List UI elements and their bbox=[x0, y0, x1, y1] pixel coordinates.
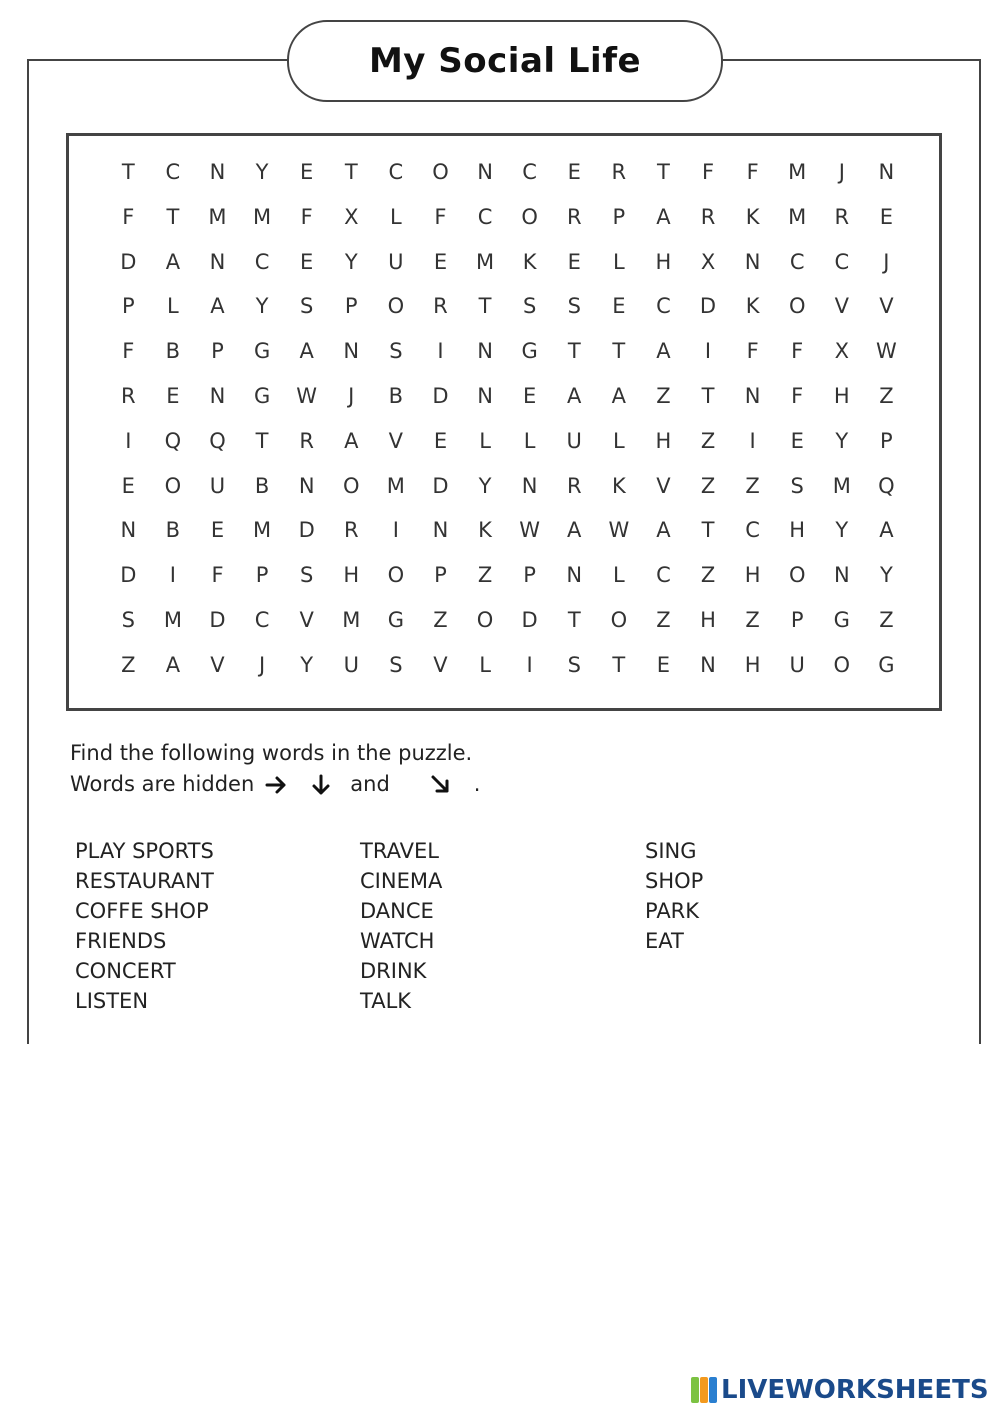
grid-cell: C bbox=[477, 204, 493, 229]
word-item: DRINK bbox=[360, 959, 427, 983]
grid-cell: I bbox=[169, 563, 176, 588]
grid-cell: H bbox=[655, 428, 672, 453]
grid-cell: M bbox=[788, 204, 807, 229]
grid-cell: V bbox=[299, 607, 314, 632]
word-item: CINEMA bbox=[360, 869, 443, 893]
word-item: EAT bbox=[645, 929, 684, 953]
grid-cell: V bbox=[879, 294, 894, 319]
grid-cell: G bbox=[387, 607, 404, 632]
grid-cell: T bbox=[657, 160, 670, 184]
grid-cell: M bbox=[342, 607, 361, 632]
grid-cell: O bbox=[387, 294, 405, 319]
grid-cell: O bbox=[610, 607, 628, 632]
grid-cell: V bbox=[388, 428, 404, 453]
word-item: SING bbox=[645, 839, 697, 863]
grid-cell: K bbox=[611, 473, 626, 498]
grid-cell: Y bbox=[879, 563, 893, 588]
word-item: TALK bbox=[360, 989, 412, 1013]
grid-cell: N bbox=[120, 518, 137, 543]
grid-cell: S bbox=[389, 652, 403, 677]
grid-cell: R bbox=[611, 160, 627, 184]
grid-cell: O bbox=[387, 563, 405, 588]
grid-cell: J bbox=[258, 652, 266, 677]
grid-cell: F bbox=[211, 563, 224, 588]
grid-cell: U bbox=[566, 428, 582, 453]
grid-cell: P bbox=[344, 294, 358, 319]
grid-cell: M bbox=[788, 160, 807, 184]
grid-cell: P bbox=[523, 563, 536, 588]
word-list-column-2 bbox=[360, 836, 442, 1016]
word-item: SHOP bbox=[645, 869, 704, 893]
grid-cell: Z bbox=[121, 652, 136, 677]
grid-cell: S bbox=[522, 294, 537, 319]
grid-cell: E bbox=[612, 294, 626, 319]
grid-cell: A bbox=[567, 383, 582, 408]
grid-cell: A bbox=[165, 249, 181, 274]
instruction-prefix: Words are hidden bbox=[70, 772, 255, 796]
instruction-line-2 bbox=[70, 769, 480, 800]
grid-cell: V bbox=[834, 294, 849, 319]
grid-cell: A bbox=[656, 339, 671, 364]
grid-cell: W bbox=[608, 518, 630, 543]
grid-cell: N bbox=[432, 518, 449, 543]
grid-cell: Y bbox=[835, 428, 849, 453]
grid-cell: E bbox=[433, 249, 448, 274]
grid-cell: D bbox=[432, 473, 449, 498]
grid-cell: E bbox=[523, 383, 537, 408]
grid-cell: U bbox=[343, 652, 359, 677]
grid-cell: F bbox=[791, 339, 804, 364]
grid-cell: C bbox=[745, 518, 760, 543]
grid-cell: C bbox=[656, 294, 671, 319]
grid-cell: T bbox=[344, 160, 358, 184]
grid-cell: Z bbox=[700, 473, 716, 498]
grid-cell: L bbox=[523, 428, 536, 453]
grid-cell: V bbox=[433, 652, 448, 677]
frame-left-border bbox=[27, 59, 29, 1044]
grid-cell: Y bbox=[344, 249, 358, 274]
word-item: WATCH bbox=[360, 929, 435, 953]
grid-cell: O bbox=[432, 160, 449, 184]
grid-cell: H bbox=[343, 563, 360, 588]
grid-cell: O bbox=[833, 652, 851, 677]
grid-cell: N bbox=[209, 383, 226, 408]
grid-cell: K bbox=[522, 249, 537, 274]
instructions bbox=[70, 738, 480, 800]
grid-cell: C bbox=[254, 607, 270, 632]
grid-cell: N bbox=[298, 473, 315, 498]
grid-cell: P bbox=[121, 294, 135, 319]
grid-cell: S bbox=[300, 563, 314, 588]
grid-cell: O bbox=[476, 607, 494, 632]
grid-cell: A bbox=[567, 518, 582, 543]
grid-cell: O bbox=[343, 473, 360, 498]
grid-cell: J bbox=[838, 160, 845, 184]
grid-cell: H bbox=[744, 652, 761, 677]
grid-cell: P bbox=[434, 563, 447, 588]
grid-cell: Z bbox=[879, 383, 894, 408]
grid-cell: S bbox=[567, 652, 581, 677]
word-item: RESTAURANT bbox=[75, 869, 214, 893]
grid-cell: Q bbox=[164, 428, 182, 453]
grid-cell: C bbox=[522, 160, 537, 184]
word-item: PARK bbox=[645, 899, 700, 923]
grid-cell: Z bbox=[656, 383, 671, 408]
grid-cell: O bbox=[788, 563, 806, 588]
instruction-end: . bbox=[473, 772, 481, 796]
grid-cell: D bbox=[432, 383, 449, 408]
page-title: My Social Life bbox=[287, 20, 723, 102]
grid-cell: A bbox=[611, 383, 627, 408]
frame-top-border-right bbox=[720, 59, 981, 61]
grid-cell: Y bbox=[255, 294, 269, 319]
grid-cell: E bbox=[567, 249, 581, 274]
grid-cell: I bbox=[526, 652, 533, 677]
grid-cell: K bbox=[745, 204, 760, 229]
grid-cell: D bbox=[298, 518, 315, 543]
grid-cell: R bbox=[121, 383, 136, 408]
grid-cell: P bbox=[790, 607, 804, 632]
grid-cell: H bbox=[789, 518, 806, 543]
brand-name: LIVEWORKSHEETS bbox=[721, 1375, 989, 1405]
grid-cell: R bbox=[834, 204, 850, 229]
grid-cell: N bbox=[878, 160, 895, 184]
grid-cell: Y bbox=[478, 473, 492, 498]
grid-cell: D bbox=[120, 563, 137, 588]
grid-cell: S bbox=[389, 339, 403, 364]
grid-cell: K bbox=[745, 294, 760, 319]
grid-cell: G bbox=[521, 339, 538, 364]
grid-cell: I bbox=[749, 428, 756, 453]
grid-cell: B bbox=[165, 518, 181, 543]
grid-cell: R bbox=[566, 204, 582, 229]
grid-cell: T bbox=[121, 160, 135, 184]
grid-cell: W bbox=[519, 518, 541, 543]
grid-cell: D bbox=[209, 607, 226, 632]
grid-cell: S bbox=[790, 473, 804, 498]
grid-cell: H bbox=[833, 383, 850, 408]
grid-cell: N bbox=[700, 652, 716, 677]
instruction-and: and bbox=[350, 772, 390, 796]
word-list-column-3 bbox=[645, 836, 703, 956]
grid-cell: F bbox=[122, 204, 135, 229]
grid-cell: K bbox=[478, 518, 492, 543]
grid-cell: L bbox=[479, 428, 491, 453]
grid-cell: N bbox=[209, 160, 226, 184]
grid-cell: Y bbox=[255, 160, 269, 184]
grid-cell: F bbox=[701, 160, 715, 184]
grid-cell: F bbox=[746, 339, 759, 364]
grid-cell: W bbox=[296, 383, 318, 408]
grid-cell: S bbox=[300, 294, 314, 319]
word-search-grid bbox=[106, 150, 909, 688]
grid-cell: M bbox=[253, 518, 272, 543]
grid-cell: E bbox=[210, 518, 225, 543]
grid-cell: A bbox=[879, 518, 894, 543]
grid-cell: Z bbox=[879, 607, 894, 632]
grid-cell: O bbox=[788, 294, 806, 319]
frame-top-border-left bbox=[27, 59, 289, 61]
grid-cell: Z bbox=[700, 428, 716, 453]
grid-cell: L bbox=[479, 652, 491, 677]
grid-cell: A bbox=[165, 652, 181, 677]
grid-cell: I bbox=[704, 339, 712, 364]
grid-cell: E bbox=[166, 383, 180, 408]
grid-cell: A bbox=[344, 428, 359, 453]
grid-cell: Z bbox=[745, 473, 760, 498]
grid-cell: A bbox=[210, 294, 225, 319]
grid-cell: C bbox=[388, 160, 404, 184]
grid-cell: M bbox=[832, 473, 851, 498]
grid-cell: P bbox=[211, 339, 224, 364]
grid-cell: T bbox=[567, 339, 581, 364]
grid-cell: X bbox=[834, 339, 849, 364]
grid-cell: J bbox=[348, 383, 355, 408]
grid-cell: G bbox=[878, 652, 895, 677]
grid-cell: R bbox=[299, 428, 314, 453]
grid-cell: U bbox=[388, 249, 404, 274]
grid-cell: E bbox=[300, 160, 314, 184]
grid-cell: C bbox=[656, 563, 671, 588]
grid-cell: D bbox=[120, 249, 137, 274]
grid-cell: R bbox=[433, 294, 448, 319]
grid-cell: T bbox=[612, 339, 626, 364]
liveworksheets-logo-icon bbox=[690, 1376, 718, 1404]
grid-cell: C bbox=[165, 160, 181, 184]
grid-cell: L bbox=[612, 249, 625, 274]
grid-cell: N bbox=[477, 339, 493, 364]
grid-cell: B bbox=[254, 473, 270, 498]
grid-cell: N bbox=[209, 249, 226, 274]
grid-cell: Q bbox=[209, 428, 226, 453]
grid-cell: S bbox=[567, 294, 581, 319]
word-item: COFFE SHOP bbox=[75, 899, 209, 923]
grid-cell: D bbox=[699, 294, 717, 319]
grid-cell: L bbox=[612, 563, 625, 588]
grid-cell: A bbox=[299, 339, 314, 364]
grid-cell: O bbox=[521, 204, 538, 229]
grid-cell: N bbox=[343, 339, 360, 364]
grid-cell: Y bbox=[300, 652, 314, 677]
grid-cell: I bbox=[437, 339, 444, 364]
grid-cell: E bbox=[300, 249, 314, 274]
grid-cell: T bbox=[612, 652, 626, 677]
grid-cell: T bbox=[567, 607, 581, 632]
grid-cell: L bbox=[612, 428, 625, 453]
grid-cell: T bbox=[478, 294, 492, 319]
grid-cell: A bbox=[656, 518, 671, 543]
grid-cell: V bbox=[210, 652, 225, 677]
grid-cell: H bbox=[700, 607, 716, 632]
grid-cell: I bbox=[125, 428, 132, 453]
grid-cell: E bbox=[433, 428, 448, 453]
grid-cell: M bbox=[208, 204, 227, 229]
grid-cell: I bbox=[392, 518, 399, 543]
grid-cell: X bbox=[344, 204, 359, 229]
frame-right-border bbox=[979, 59, 981, 1044]
grid-cell: G bbox=[253, 383, 271, 408]
word-item: DANCE bbox=[360, 899, 434, 923]
grid-cell: M bbox=[253, 204, 272, 229]
grid-cell: B bbox=[165, 339, 181, 364]
grid-cell: Z bbox=[656, 607, 671, 632]
grid-cell: W bbox=[876, 339, 897, 364]
grid-cell: T bbox=[166, 204, 180, 229]
grid-cell: Z bbox=[433, 607, 448, 632]
instruction-line-1: Find the following words in the puzzle. bbox=[70, 741, 473, 765]
grid-cell: N bbox=[833, 563, 850, 588]
liveworksheets-brand[interactable] bbox=[690, 1374, 989, 1406]
word-item: FRIENDS bbox=[75, 929, 167, 953]
grid-cell: L bbox=[390, 204, 402, 229]
grid-cell: F bbox=[791, 383, 804, 408]
grid-cell: G bbox=[833, 607, 850, 632]
word-item: LISTEN bbox=[75, 989, 149, 1013]
word-item: CONCERT bbox=[75, 959, 176, 983]
grid-cell: E bbox=[121, 473, 135, 498]
grid-cell: F bbox=[434, 204, 447, 229]
grid-cell: P bbox=[880, 428, 893, 453]
grid-cell: E bbox=[567, 160, 581, 184]
grid-cell: B bbox=[388, 383, 404, 408]
grid-cell: Y bbox=[835, 518, 849, 543]
grid-cell: E bbox=[879, 204, 894, 229]
grid-cell: H bbox=[744, 563, 761, 588]
grid-cell: N bbox=[744, 383, 761, 408]
arrow-down-icon bbox=[308, 773, 334, 797]
grid-cell: N bbox=[477, 383, 493, 408]
grid-cell: T bbox=[255, 428, 269, 453]
grid-cell: N bbox=[477, 160, 493, 184]
arrow-down-right-icon bbox=[428, 773, 454, 797]
grid-cell: A bbox=[656, 204, 671, 229]
grid-cell: V bbox=[656, 473, 671, 498]
arrow-right-icon bbox=[264, 773, 290, 797]
grid-cell: P bbox=[612, 204, 626, 229]
grid-cell: E bbox=[790, 428, 804, 453]
grid-cell: T bbox=[701, 518, 715, 543]
grid-cell: Z bbox=[745, 607, 760, 632]
grid-cell: U bbox=[789, 652, 805, 677]
grid-cell: H bbox=[655, 249, 672, 274]
grid-cell: Z bbox=[700, 563, 716, 588]
word-item: TRAVEL bbox=[360, 839, 439, 863]
grid-cell: J bbox=[883, 249, 890, 274]
grid-cell: Z bbox=[477, 563, 493, 588]
word-list-column-1 bbox=[75, 836, 214, 1016]
grid-cell: C bbox=[254, 249, 270, 274]
grid-cell: F bbox=[300, 204, 313, 229]
grid-cell: F bbox=[746, 160, 759, 184]
grid-cell: M bbox=[163, 607, 182, 632]
grid-cell: M bbox=[475, 249, 495, 274]
grid-cell: R bbox=[700, 204, 716, 229]
grid-cell: E bbox=[656, 652, 671, 677]
grid-cell: N bbox=[566, 563, 583, 588]
grid-cell: C bbox=[834, 249, 850, 274]
grid-cell: U bbox=[209, 473, 226, 498]
grid-cell: D bbox=[521, 607, 538, 632]
grid-cell: Q bbox=[878, 473, 895, 498]
grid-cell: C bbox=[789, 249, 805, 274]
grid-cell: G bbox=[253, 339, 271, 364]
grid-cell: N bbox=[744, 249, 761, 274]
grid-cell: L bbox=[167, 294, 179, 319]
grid-cell: X bbox=[700, 249, 716, 274]
grid-cell: M bbox=[386, 473, 405, 498]
grid-cell: F bbox=[122, 339, 135, 364]
grid-cell: N bbox=[521, 473, 538, 498]
grid-cell: R bbox=[343, 518, 359, 543]
grid-cell: R bbox=[566, 473, 582, 498]
word-item: PLAY SPORTS bbox=[75, 839, 214, 863]
grid-cell: S bbox=[121, 607, 135, 632]
grid-cell: O bbox=[164, 473, 182, 498]
grid-cell: P bbox=[255, 563, 269, 588]
grid-cell: T bbox=[701, 383, 715, 408]
